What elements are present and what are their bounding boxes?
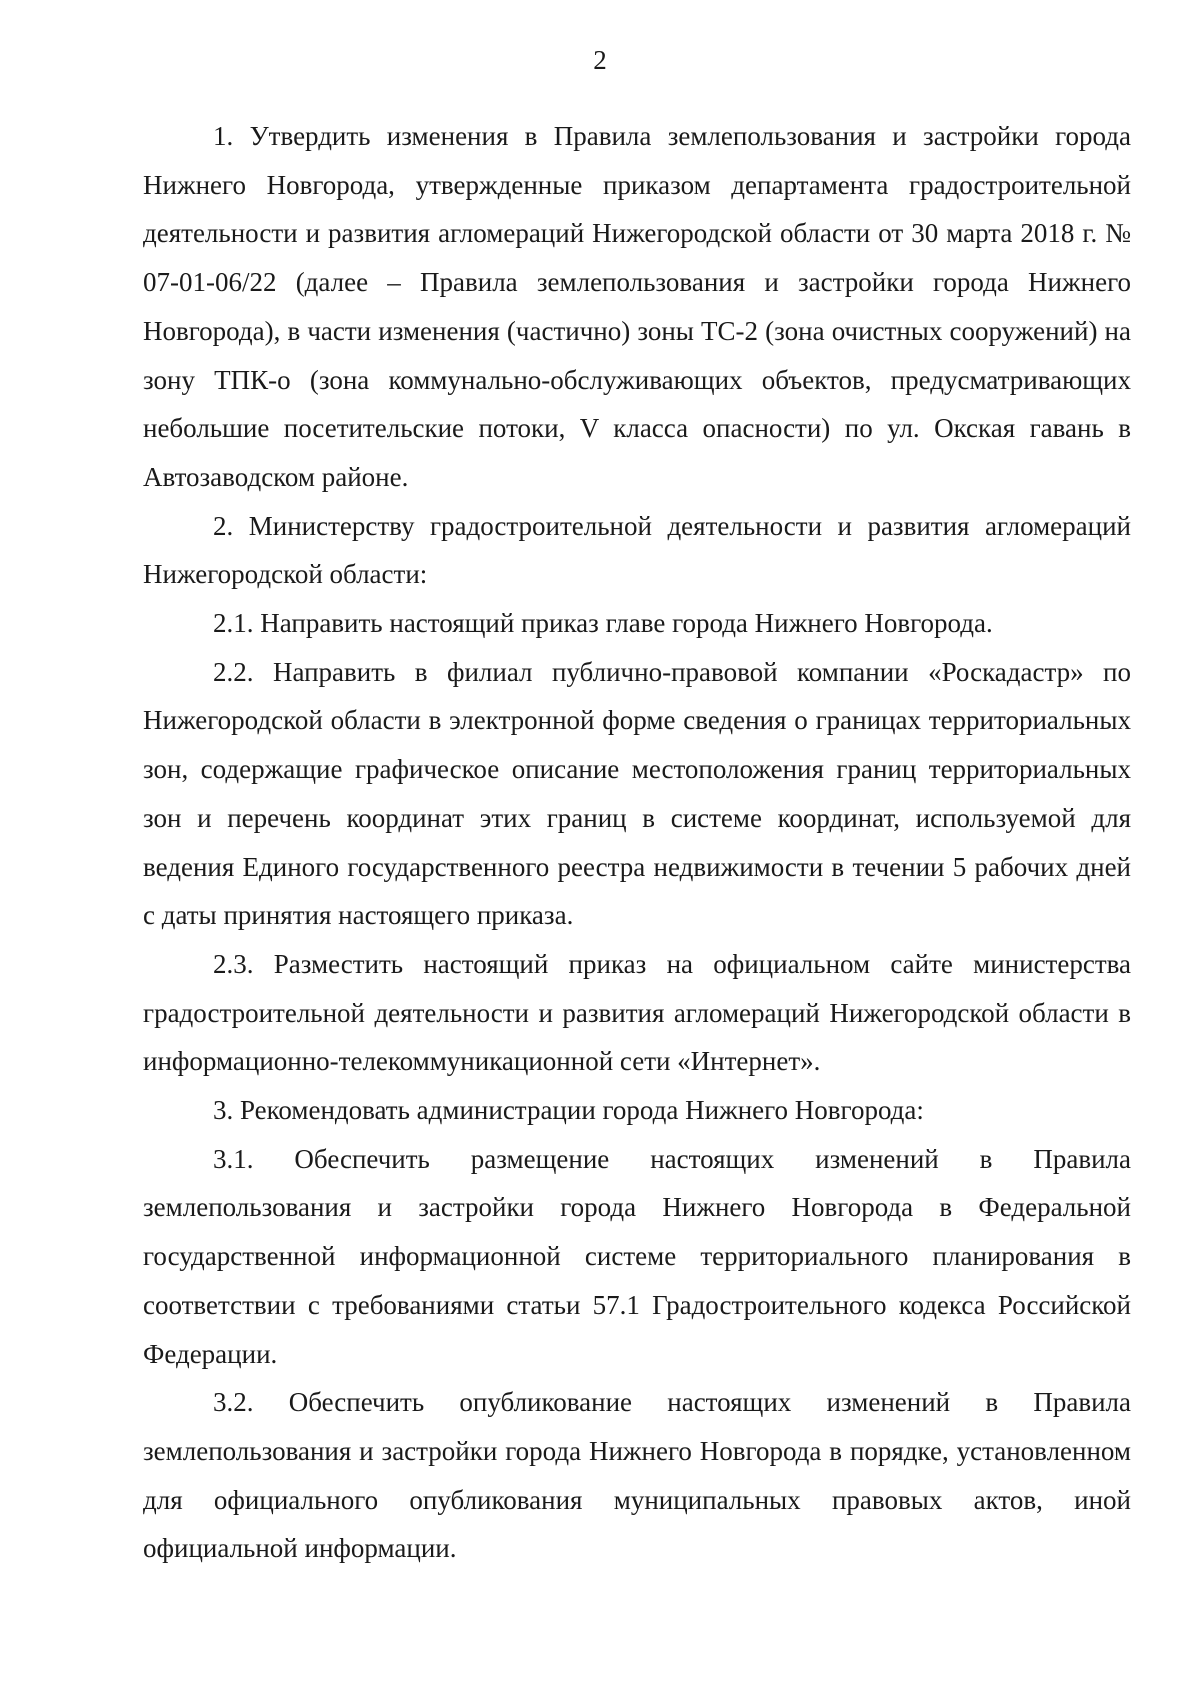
paragraph-3-2: 3.2. Обеспечить опубликование настоящих изменений в Правила землепользования и застройки города Нижнего Новгорода в порядке, установленном для официального опубликования муниципальных правовых актов, иной официальной информации.	[143, 1387, 1131, 1564]
document-body	[143, 112, 1131, 1573]
paragraph-2-3: 2.3. Разместить настоящий приказ на официальном сайте министерства градостроительной деятельности и развития агломераций Нижегородской области в информационно-телекоммуникационной сети «Интернет».	[143, 948, 1131, 1077]
paragraph-3: 3. Рекомендовать администрации города Нижнего Новгорода:	[213, 1095, 924, 1126]
paragraph-3-1: 3.1. Обеспечить размещение настоящих изменений в Правила землепользования и застройки города Нижнего Новгорода в Федеральной государственной информационной системе территориального планирования в соответствии с требованиями статьи 57.1 Градостроительного кодекса Российской Федерации.	[143, 1143, 1131, 1369]
paragraph-1: 1. Утвердить изменения в Правила землепользования и застройки города Нижнего Новгорода, утвержденные приказом департамента градостроительной деятельности и развития агломераций Нижегородской области от 30 марта 2018 г. № 07-01-06/22 (далее – Правила землепользования и застройки города Нижнего Новгорода), в части изменения (частично) зоны ТС-2 (зона очистных сооружений) на зону ТПК-о (зона коммунально-обслуживающих объектов, предусматривающих небольшие посетительские потоки, V класса опасности) по ул. Окская гавань в Автозаводском районе.	[143, 121, 1131, 492]
paragraph-2: 2. Министерству градостроительной деятельности и развития агломераций Нижегородской области:	[143, 510, 1131, 590]
page-number: 2	[593, 45, 607, 75]
paragraph-2-1: 2.1. Направить настоящий приказ главе города Нижнего Новгорода.	[213, 608, 993, 639]
paragraph-2-2: 2.2. Направить в филиал публично-правовой компании «Роскадастр» по Нижегородской области в электронной форме сведения о границах территориальных зон, содержащие графическое описание местоположения границ территориальных зон и перечень координат этих границ в системе координат, используемой для ведения Единого государственного реестра недвижимости в течении 5 рабочих дней с даты принятия настоящего приказа.	[143, 656, 1131, 931]
